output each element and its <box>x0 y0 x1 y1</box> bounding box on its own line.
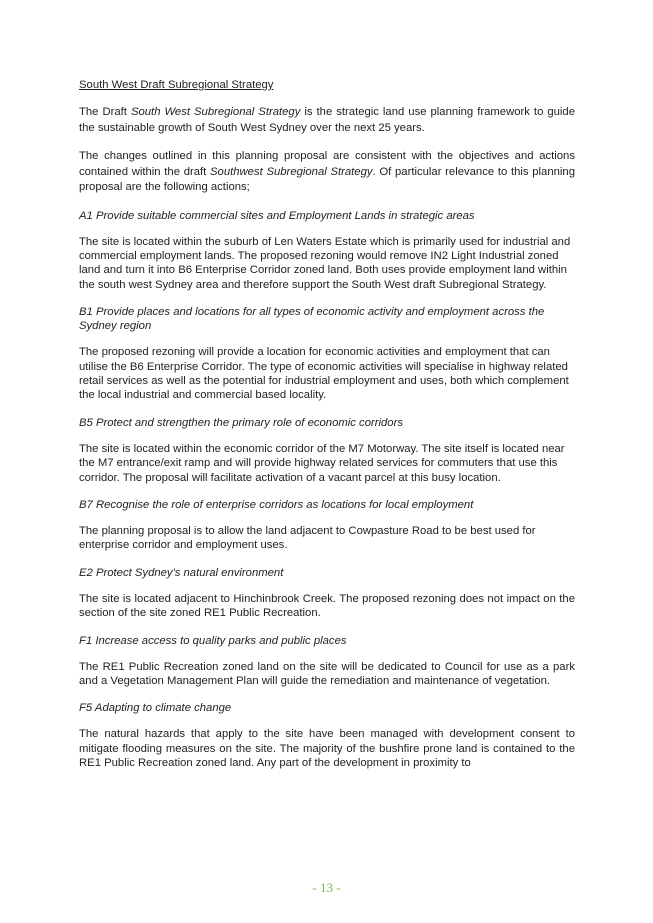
intro-paragraph-2 <box>79 149 575 196</box>
action-body-f5: The natural hazards that apply to the site have been managed with development consent to mitigate flooding measures on the site. The majority of the bushfire prone land is contained to the RE1 Public Recreation zoned land. Any part of the development in proximity to <box>79 728 575 770</box>
action-title-b5: B5 Protect and strengthen the primary role of economic corridors <box>79 416 403 429</box>
page-number: - 13 - <box>312 880 341 895</box>
action-body-b5: The site is located within the economic corridor of the M7 Motorway. The site itself is located near the M7 entrance/exit ramp and will provide highway related services for commuters that use this corridor. The proposal will facilitate activation of a vacant parcel at this busy location. <box>79 442 565 484</box>
intro-text: The Draft <box>79 106 131 118</box>
action-title-b1: B1 Provide places and locations for all types of economic activity and employment across the Sydney region <box>79 306 545 333</box>
action-body-b7: The planning proposal is to allow the land adjacent to Cowpasture Road to be best used for enterprise corridor and employment uses. <box>79 524 536 552</box>
intro-emphasis: Southwest Subregional Strategy <box>210 165 373 178</box>
intro-paragraph-1 <box>79 105 575 136</box>
intro-text: is the strategic land use planning framework to guide the sustainable growth of South West Sydney over the next 25 years. <box>79 106 575 134</box>
action-title-a1: A1 Provide suitable commercial sites and Employment Lands in strategic areas <box>79 209 475 222</box>
intro-text: . Of particular relevance to this planning proposal are the following actions; <box>79 165 575 193</box>
action-title-b7: B7 Recognise the role of enterprise corridors as locations for local employment <box>79 498 474 511</box>
action-body-e2: The site is located adjacent to Hinchinbrook Creek. The proposed rezoning does not impact on the section of the site zoned RE1 Public Recreation. <box>79 592 575 620</box>
document-body <box>79 78 575 784</box>
action-title-f5: F5 Adapting to climate change <box>79 702 232 715</box>
action-title-e2: E2 Protect Sydney's natural environment <box>79 566 284 579</box>
section-heading: South West Draft Subregional Strategy <box>79 79 274 91</box>
intro-text: The changes outlined in this planning proposal are consistent with the objectives and actions contained within the draft <box>79 150 575 178</box>
action-title-f1: F1 Increase access to quality parks and public places <box>79 634 347 647</box>
intro-emphasis: South West Subregional Strategy <box>130 106 301 118</box>
action-body-b1: The proposed rezoning will provide a location for economic activities and employment that can utilise the B6 Enterprise Corridor. The type of economic activities will specialise in highway related retail services as well as the potential for industrial employment and uses, both which complement the local industrial and commercial based locality. <box>79 346 569 402</box>
action-body-a1: The site is located within the suburb of Len Waters Estate which is primarily used for industrial and commercial employment lands. The proposed rezoning would remove IN2 Light Industrial zoned land and turn it into B6 Enterprise Corridor zoned land. Both uses provide employment land within the south west Sydney area and therefore support the South West draft Subregional Strategy. <box>79 235 571 291</box>
action-body-f1: The RE1 Public Recreation zoned land on the site will be dedicated to Council for use as a park and a Vegetation Management Plan will guide the remediation and maintenance of vegetation. <box>79 660 575 687</box>
